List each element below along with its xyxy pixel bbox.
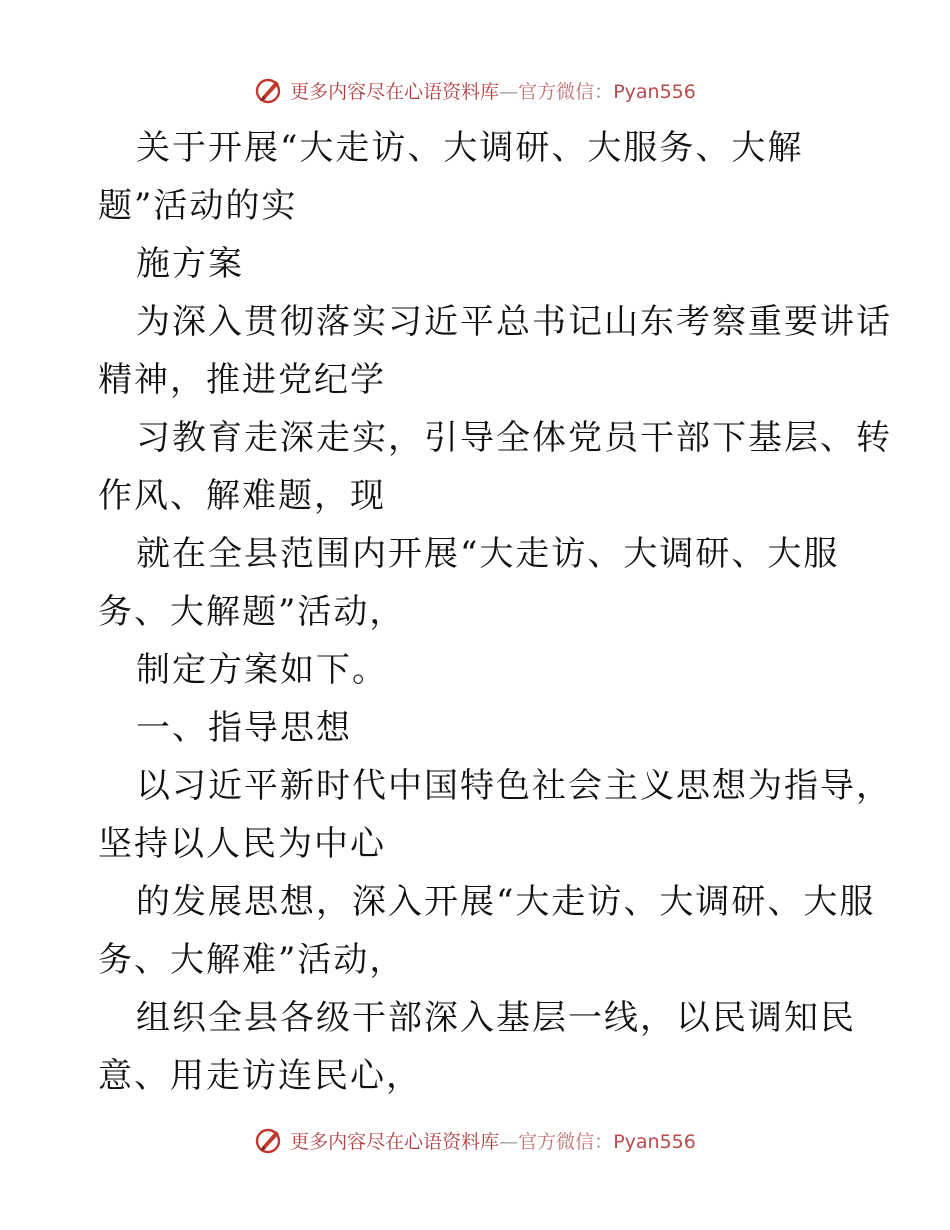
watermark-main-text: 更多内容尽在心语资料库 (290, 80, 500, 103)
paragraph-line: 务、大解题”活动， (98, 592, 406, 632)
watermark-wechat-id: Pyan556 (613, 1130, 696, 1153)
paragraph-line: 组织全县各级干部深入基层一线，以民调知民 (136, 998, 856, 1038)
watermark-separator: — (499, 80, 519, 103)
section-heading: 一、指导思想 (136, 708, 352, 748)
watermark-wechat-id: Pyan556 (613, 80, 696, 103)
watermark-separator: — (499, 1130, 519, 1153)
footer-watermark (0, 1122, 950, 1158)
quill-pen-circle-icon (254, 1125, 284, 1155)
header-watermark (0, 72, 950, 108)
watermark-text (290, 1127, 696, 1154)
paragraph-line: 习教育走深走实，引导全体党员干部下基层、转 (136, 418, 892, 458)
paragraph-line: 就在全县范围内开展“大走访、大调研、大服 (136, 534, 840, 574)
watermark-wechat-label: 官方微信： (518, 1130, 614, 1153)
paragraph-line: 坚持以人民为中心 (98, 824, 386, 864)
paragraph-line: 的发展思想，深入开展“大走访、大调研、大服 (136, 882, 876, 922)
paragraph-line: 以习近平新时代中国特色社会主义思想为指导， (136, 766, 892, 806)
paragraph-line: 精神，推进党纪学 (98, 360, 386, 400)
watermark-wechat-label: 官方微信： (518, 80, 614, 103)
paragraph-line: 为深入贯彻落实习近平总书记山东考察重要讲话 (136, 302, 892, 342)
paragraph-line: 作风、解难题，现 (98, 476, 386, 516)
paragraph-line: 意、用走访连民心， (98, 1056, 422, 1096)
watermark-text (290, 77, 696, 104)
document-title-line-1: 关于开展“大走访、大调研、大服务、大解 (136, 128, 804, 168)
watermark-main-text: 更多内容尽在心语资料库 (290, 1130, 500, 1153)
paragraph-line: 务、大解难”活动， (98, 940, 406, 980)
document-title-line-3: 施方案 (136, 244, 244, 284)
document-title-line-2: 题”活动的实 (98, 186, 298, 226)
quill-pen-circle-icon (254, 75, 284, 105)
paragraph-line: 制定方案如下。 (136, 650, 388, 690)
